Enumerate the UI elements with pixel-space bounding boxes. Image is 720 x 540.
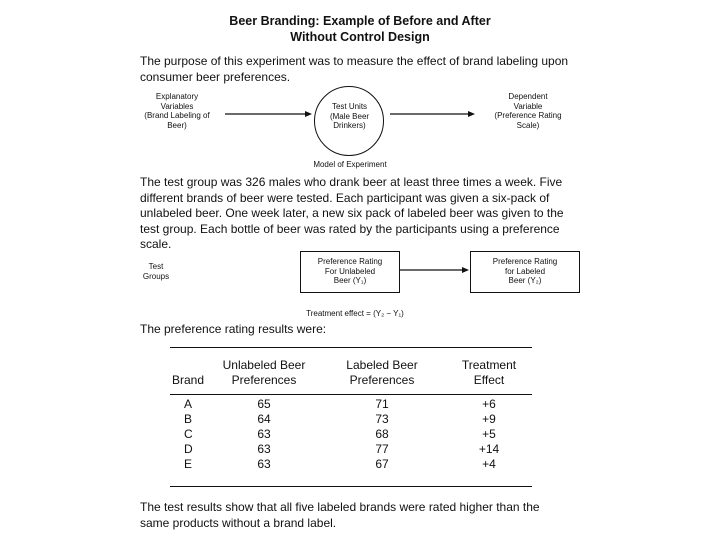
arrow-to-dependent-variable (390, 109, 476, 119)
cell-effect: +9 (482, 412, 496, 426)
cell-effect: +6 (482, 397, 496, 411)
table-row (170, 442, 532, 457)
results-intro: The preference rating results were: (140, 322, 327, 336)
cell-unlabeled: 63 (257, 457, 271, 471)
title-line-1: Beer Branding: Example of Before and After (229, 14, 491, 28)
cell-unlabeled: 63 (257, 427, 271, 441)
table-row (170, 427, 532, 442)
header-labeled: Labeled Beer Preferences (346, 358, 418, 387)
cell-effect: +14 (478, 442, 500, 456)
table-row (170, 457, 532, 472)
table-row (170, 412, 532, 427)
explanatory-variables-label: Explanatory Variables (Brand Labeling of Beer) (144, 92, 210, 130)
cell-labeled: 71 (375, 397, 389, 411)
cell-brand: A (184, 397, 193, 411)
description-paragraph: The test group was 326 males who drank beer at least three times a week. Five different brands of beer were tested. Each participant was given a six-pack of unlabeled beer. One week later, a new six pack of labeled beer was given to the test group. Each bottle of beer was rated by the participants using a preference scale. (140, 175, 564, 251)
table-header-rule (170, 394, 532, 395)
table-row (170, 397, 532, 412)
labeled-rating-text: Preference Rating for Labeled Beer (Y₂) (492, 257, 558, 285)
cell-unlabeled: 64 (257, 412, 271, 426)
table-bottom-rule (170, 486, 532, 487)
header-treatment: Treatment Effect (461, 358, 517, 387)
arrow-to-labeled-rating (400, 265, 470, 275)
header-unlabeled: Unlabeled Beer Preferences (222, 358, 306, 387)
cell-brand: B (184, 412, 193, 426)
conclusion-paragraph: The test results show that all five labeled brands were rated higher than the same products without a brand label. (140, 500, 540, 530)
test-groups-label: Test Groups (142, 262, 170, 281)
cell-brand: C (184, 427, 193, 441)
purpose-paragraph: The purpose of this experiment was to measure the effect of brand labeling upon consumer beer preferences. (140, 54, 569, 84)
cell-effect: +5 (482, 427, 496, 441)
arrow-to-test-units (225, 109, 313, 119)
test-units-label: Test Units (Male Beer Drinkers) (329, 102, 370, 130)
cell-unlabeled: 65 (257, 397, 271, 411)
model-caption: Model of Experiment (313, 160, 387, 169)
dependent-variable-label: Dependent Variable (Preference Rating Scale) (494, 92, 562, 130)
cell-labeled: 68 (375, 427, 389, 441)
cell-labeled: 77 (375, 442, 389, 456)
cell-effect: +4 (482, 457, 496, 471)
results-table (170, 358, 532, 472)
unlabeled-rating-text: Preference Rating For Unlabeled Beer (Y₁) (317, 257, 383, 285)
cell-brand: D (184, 442, 193, 456)
treatment-effect-formula: Treatment effect = (Y₂ − Y₁) (306, 309, 404, 318)
table-header-row (170, 358, 532, 388)
cell-labeled: 73 (375, 412, 389, 426)
cell-labeled: 67 (375, 457, 389, 471)
cell-unlabeled: 63 (257, 442, 271, 456)
cell-brand: E (184, 457, 193, 471)
table-top-rule (170, 347, 532, 348)
header-brand: Brand (172, 373, 205, 387)
title-line-2: Without Control Design (290, 30, 430, 44)
